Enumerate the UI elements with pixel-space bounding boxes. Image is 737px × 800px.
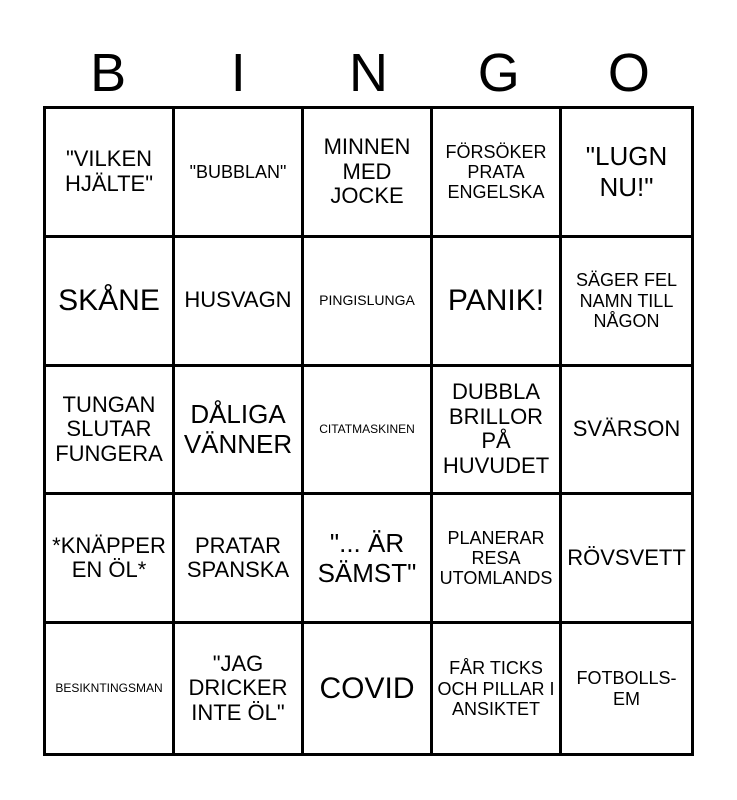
header-letter-i: I xyxy=(230,43,246,103)
bingo-cell[interactable]: PINGISLUNGA xyxy=(304,238,433,367)
header-letter-o: O xyxy=(607,43,650,103)
bingo-cell[interactable]: "VILKEN HJÄLTE" xyxy=(46,109,175,238)
bingo-cell[interactable]: "... ÄR SÄMST" xyxy=(304,495,433,624)
bingo-cell[interactable]: SKÅNE xyxy=(46,238,175,367)
bingo-cell[interactable]: RÖVSVETT xyxy=(562,495,691,624)
bingo-cell[interactable]: CITATMASKINEN xyxy=(304,367,433,496)
bingo-cell[interactable]: *KNÄPPER EN ÖL* xyxy=(46,495,175,624)
bingo-cell[interactable]: TUNGAN SLUTAR FUNGERA xyxy=(46,367,175,496)
bingo-cell[interactable]: FOTBOLLS-EM xyxy=(576,668,677,709)
bingo-grid xyxy=(43,106,694,756)
bingo-cell[interactable]: FÅR TICKS OCH PILLAR I ANSIKTET xyxy=(433,624,562,753)
header-letter-n: N xyxy=(349,43,388,103)
bingo-cell[interactable]: "LUGN NU!" xyxy=(562,109,691,238)
bingo-cell[interactable]: "BUBBLAN" xyxy=(175,109,304,238)
bingo-cell[interactable]: SVÄRSON xyxy=(562,367,691,496)
bingo-cell[interactable]: PRATAR SPANSKA xyxy=(175,495,304,624)
bingo-cell[interactable]: PANIK! xyxy=(433,238,562,367)
bingo-header xyxy=(43,40,694,106)
bingo-cell[interactable]: DÅLIGA VÄNNER xyxy=(175,367,304,496)
bingo-cell[interactable]: FÖRSÖKER PRATA ENGELSKA xyxy=(433,109,562,238)
bingo-cell[interactable]: MINNEN MED JOCKE xyxy=(304,109,433,238)
header-letter-b: B xyxy=(90,43,127,103)
header-letter-g: G xyxy=(477,43,520,103)
bingo-cell[interactable]: DUBBLA BRILLOR PÅ HUVUDET xyxy=(433,367,562,496)
bingo-cell[interactable]: COVID xyxy=(304,624,433,753)
bingo-cell[interactable]: "JAG DRICKER INTE ÖL" xyxy=(175,624,304,753)
bingo-cell[interactable]: PLANERAR RESA UTOMLANDS xyxy=(433,495,562,624)
bingo-cell[interactable]: SÄGER FEL NAMN TILL NÅGON xyxy=(562,238,691,367)
bingo-cell[interactable]: HUSVAGN xyxy=(175,238,304,367)
bingo-cell[interactable]: BESIKNTINGSMAN xyxy=(46,624,175,753)
